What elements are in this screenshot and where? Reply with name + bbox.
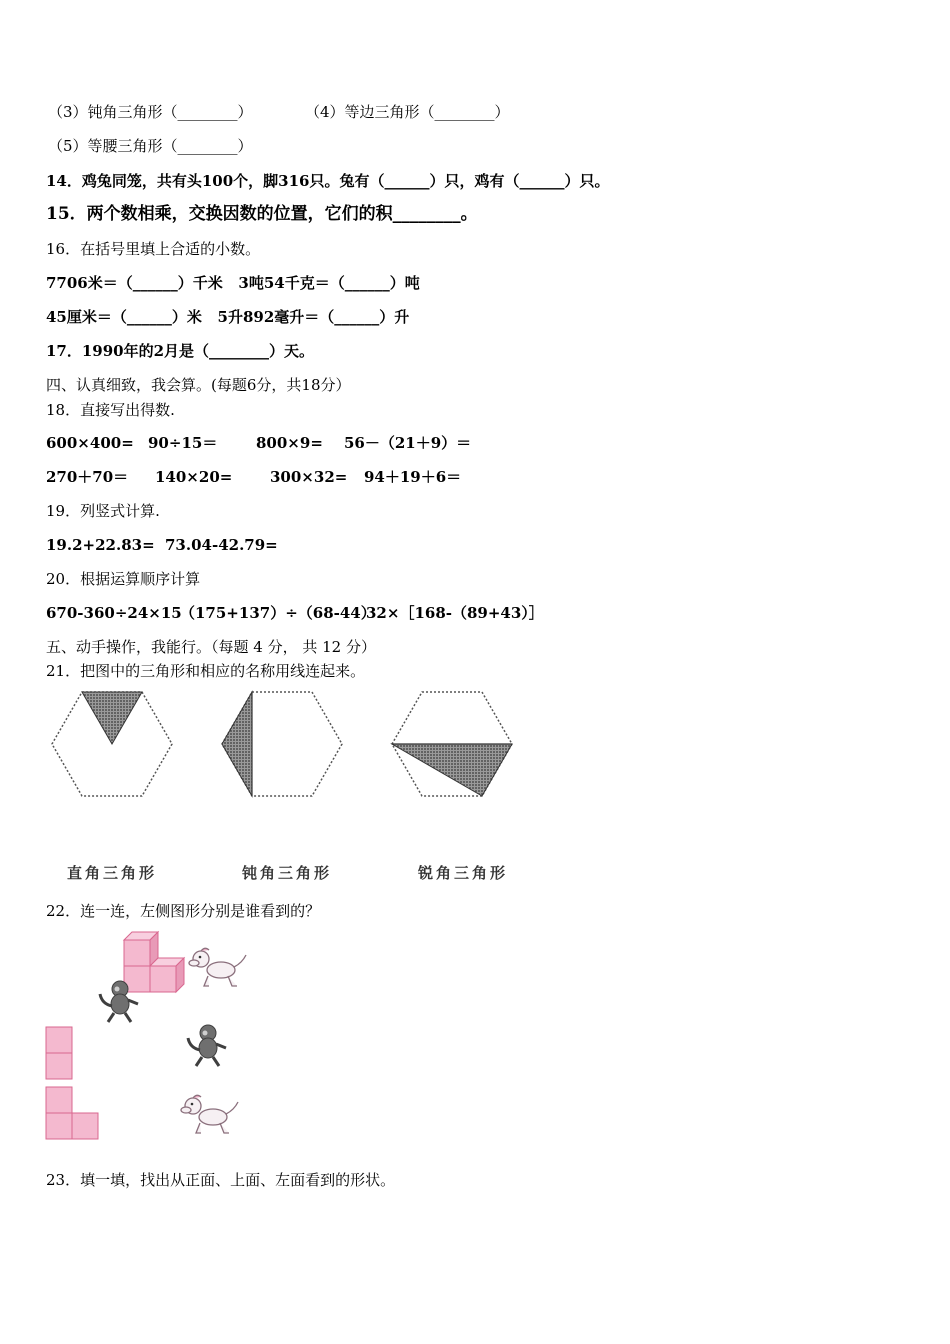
q18-r2c2: 140×20= [155,468,233,486]
q13-item3: （3）钝角三角形（________） [48,103,253,121]
q19-title: 19．列竖式计算. [46,502,160,520]
q18-r1c3: 800×9= [256,434,323,452]
q22-title: 22．连一连，左侧图形分别是谁看到的？ [46,902,321,920]
dog-icon [188,945,248,991]
label-acute-triangle: 锐角三角形 [418,864,509,882]
section5-heading: 五、动手操作，我能行。（每题 4 分， 共 12 分） [46,638,376,656]
q19-expr1: 19.2+22.83= [46,536,155,554]
q21-title: 21．把图中的三角形和相应的名称用线连起来。 [46,662,366,680]
label-obtuse-triangle: 钝角三角形 [242,864,333,882]
q20-title: 20．根据运算顺序计算 [46,570,201,588]
q23-title: 23．填一填，找出从正面、上面、左面看到的形状。 [46,1171,396,1189]
dog-icon [180,1092,240,1138]
q16-row1: 7706米＝（______）千米 3吨54千克＝（______）吨 [46,274,420,292]
q18-r2c4: 94＋19＋6＝ [364,468,462,486]
q18-r1c4: 56－（21＋9）＝ [344,434,472,452]
view-shape-l [45,1086,99,1140]
q13-item5: （5）等腰三角形（________） [48,137,253,155]
q20-expr3: 32×［168-（89+43）］ [366,604,544,622]
hexagon-figure-2 [218,688,348,803]
hexagon-figure-1 [48,688,178,803]
q18-r1c1: 600×400= [46,434,134,452]
q18-r1c2: 90÷15＝ [148,434,218,452]
q16-title: 16．在括号里填上合适的小数。 [46,240,261,258]
q16-row2: 45厘米＝（______）米 5升892毫升＝（______）升 [46,308,410,326]
q13-item4: （4）等边三角形（________） [305,103,510,121]
hexagon-figure-3 [388,688,518,803]
shaded-triangle-2 [222,692,252,796]
monkey-icon [92,978,142,1024]
q18-r2c3: 300×32= [270,468,348,486]
view-shape-vertical [45,1026,73,1080]
label-right-triangle: 直角三角形 [67,864,158,882]
q14-text: 14．鸡兔同笼，共有头100个，脚316只。兔有（______）只，鸡有（______）只。 [46,172,610,190]
shaded-triangle-1 [82,692,142,744]
q20-expr2: （175+137）÷（68-44） [180,604,376,622]
q18-title: 18．直接写出得数. [46,401,175,419]
q19-expr2: 73.04-42.79= [165,536,278,554]
q15-text: 15．两个数相乘，交换因数的位置，它们的积________。 [46,204,478,224]
shaded-triangle-3 [392,744,512,796]
monkey-icon [180,1022,230,1068]
q18-r2c1: 270＋70＝ [46,468,129,486]
q17-text: 17．1990年的2月是（________）天。 [46,342,315,360]
q20-expr1: 670-360÷24×15 [46,604,182,622]
section4-heading: 四、认真细致，我会算。(每题6分，共18分） [46,376,351,394]
